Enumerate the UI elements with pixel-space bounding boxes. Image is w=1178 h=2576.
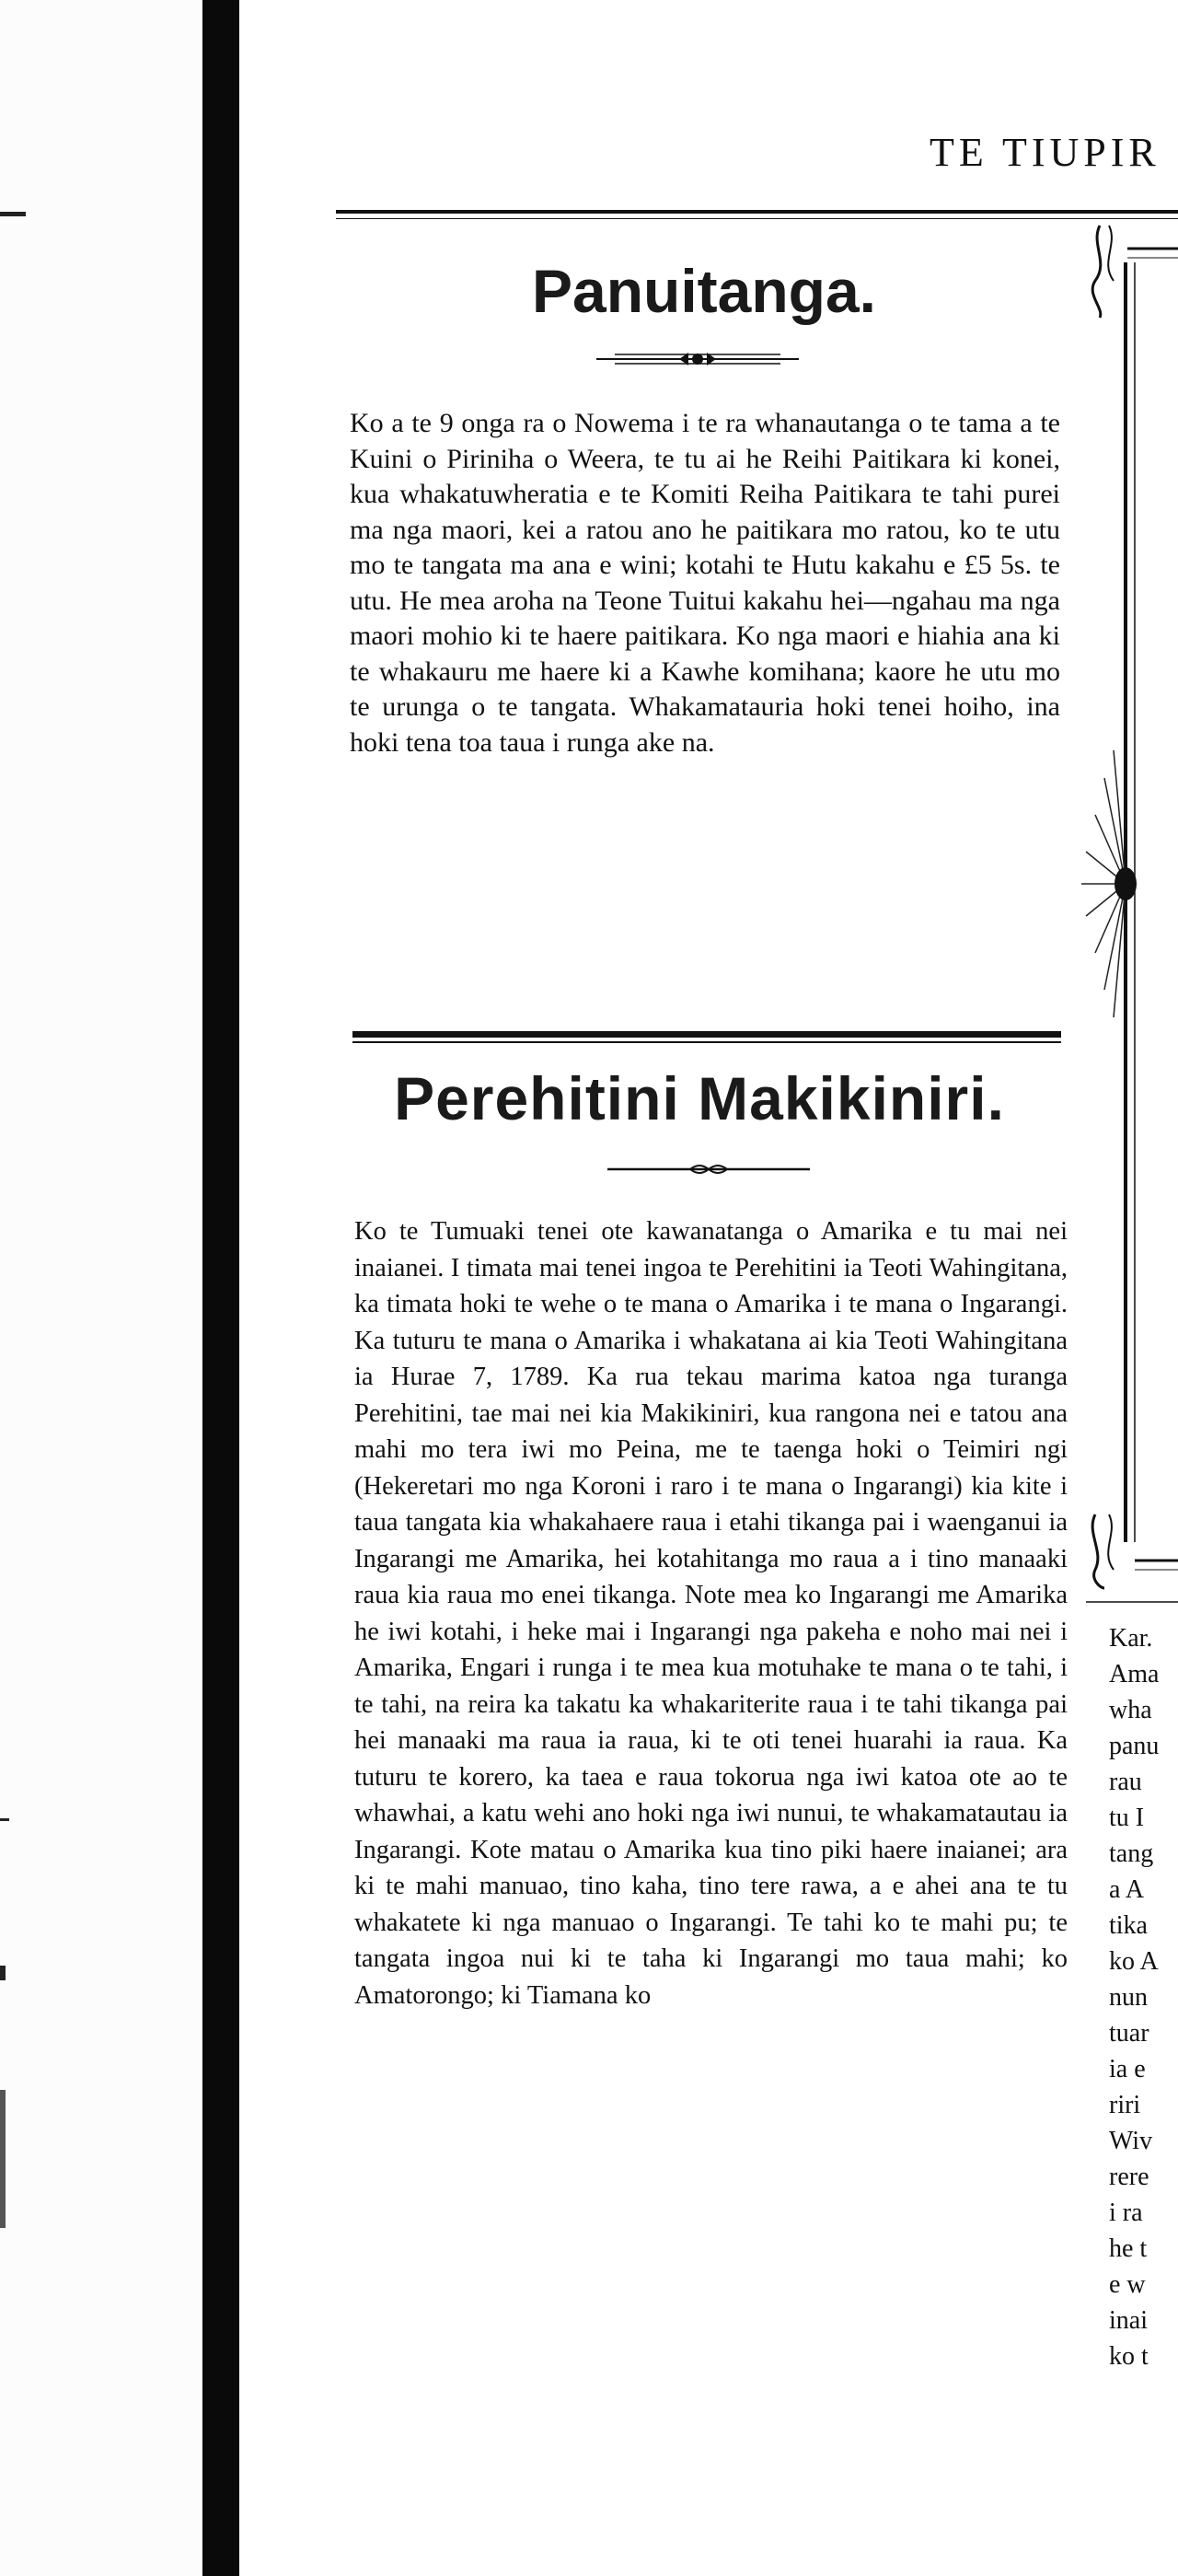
adjacent-column-line: Kar. [1109, 1624, 1153, 1653]
adjacent-column-line: Wiv [1109, 2127, 1153, 2155]
adjacent-column-line: tika [1109, 1911, 1148, 1940]
adjacent-column-line: rere [1109, 2163, 1149, 2191]
page-gutter [202, 0, 239, 2576]
section-rule [352, 1031, 1061, 1038]
adjacent-column-line: rau [1109, 1768, 1142, 1796]
adjacent-column-line: he t [1109, 2234, 1148, 2263]
adjacent-column-line: tuar [1109, 2019, 1149, 2048]
ink-mark [0, 1818, 9, 1821]
adjacent-column-line: riri [1109, 2091, 1141, 2119]
ink-mark [0, 212, 26, 216]
article-title: Perehitini Makikiniri. [394, 1064, 1005, 1132]
notice-title: Panuitanga. [531, 257, 877, 325]
adjacent-column-line: tang [1109, 1839, 1154, 1868]
adjacent-column-line: Ama [1109, 1660, 1160, 1688]
adjacent-column-line: e w [1109, 2270, 1146, 2299]
adjacent-column-line: inai [1109, 2306, 1148, 2335]
adjacent-column-line: ia e [1109, 2055, 1146, 2083]
adjacent-column-line: a A [1109, 1875, 1145, 1904]
ink-mark [0, 2090, 6, 2228]
previous-page-margin [0, 0, 202, 2576]
ornament-divider [587, 345, 808, 373]
adjacent-column-line: nun [1109, 1983, 1148, 2012]
decorative-frame [1081, 207, 1178, 1607]
section-rule-thin [352, 1041, 1061, 1043]
running-head: TE TIUPIR [930, 130, 1161, 175]
ink-mark [0, 1966, 6, 1980]
adjacent-column [1109, 1620, 1178, 2374]
adjacent-column-line: panu [1109, 1732, 1160, 1760]
adjacent-column-line: ko t [1109, 2342, 1149, 2371]
article-body: Ko te Tumuaki tenei ote kawanatanga o Amarika e tu mai nei inaianei. I timata mai tenei ingoa te Perehitini ia Teoti Wahingitana, ka timata hoki te wehe o te mana o Amarika i te mana o Ingarangi. Ka tuturu te mana o Amarika i whakatana ai kia Teoti Wahingitana ia Hurae 7, 1789. Ka rua tekau marima katoa nga turanga Perehitini, tae mai nei kia Makikiniri, kua rangona nei e tatou ana mahi mo tera iwi mo Peina, me te taenga hoki o Teimiri ngi (Hekeretari mo nga Koroni i raro i te mana o Ingarangi) kia kite i taua tangata kia whakahaere raua i etahi tikanga pai i waenganui ia Ingarangi me Amarika, hei kotahitanga mo raua a i tino manaaki raua kia raua mo enei tikanga. Note mea ko Ingarangi me Amarika he iwi kotahi, i heke mai i Ingarangi nga pakeha e noho mai nei i Amarika, Engari i runga i te mea kua motuhake te mana o te tahi, i te tahi, na reira ka takatu ka whakariterite raua i te tahi tikanga pai hei manaaki ma raua ia raua, ki te oti tenei huarahi ia raua. Ka tuturu te korero, ka taea e raua tokorua nga iwi katoa ote ao te whawhai, a katu wehi ano hoki nga iwi nunui, te whakamatautau ia Ingarangi. Kote matau o Amarika kua tino piki haere inaianei; ara ki te mahi manuao, tino kaha, tino tere rawa, a e ahei ana te tu whakatete ki nga manuao o Ingarangi. Te tahi ko te mahi pu; te tangata ingoa nui ki te taha ki Ingarangi mo taua mahi; ko Amatorongo; ki Tiamana ko [354, 1217, 1068, 2010]
adjacent-column-line: ko A [1109, 1947, 1159, 1976]
notice-body: Ko a te 9 onga ra o Nowema i te ra whanautanga o te tama a te Kuini o Piriniha o Weera, te tu ai he Reihi Paitikara ki konei, kua whakatuwheratia e te Komiti Reiha Paitikara te tahi purei ma nga maori, kei a ratou ano he paitikara mo ratou, ko te utu mo te tangata ma ana e wini; kotahi te Hutu kakahu e £5 5s. te utu. He mea aroha na Teone Tuitui kakahu hei—ngahau ma nga maori mohio ki te haere paitikara. Ko nga maori e hiahia ana ki te whakauru me haere ki a Kawhe komihana; kaore he utu mo te urunga o te tangata. Whakamatauria hoki tenei hoiho, ina hoki tena toa taua i runga ake na. [350, 408, 1060, 758]
adjacent-column-line: wha [1109, 1696, 1152, 1724]
adjacent-column-line: tu I [1109, 1804, 1145, 1832]
header-rule-thin [336, 218, 1178, 219]
adjacent-column-line: i ra [1109, 2199, 1143, 2227]
ornament-divider [603, 1160, 814, 1178]
header-rule [336, 210, 1178, 214]
